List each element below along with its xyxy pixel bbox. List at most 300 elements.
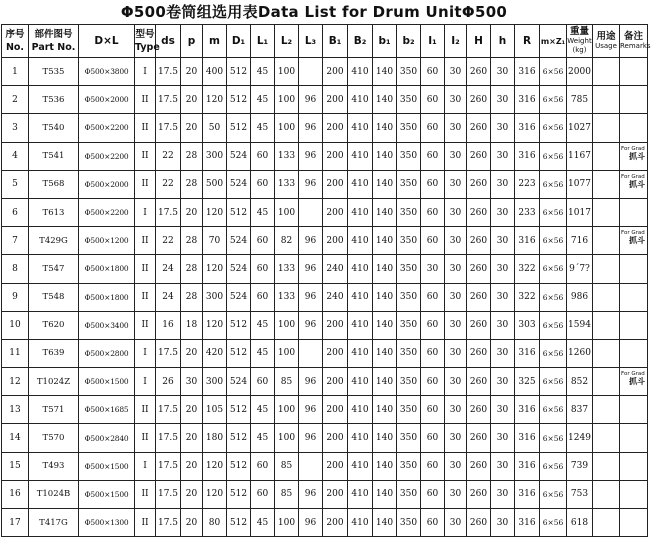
cell-l3: 96	[299, 227, 323, 255]
cell-weight: 1167	[567, 142, 593, 170]
cell-i1: 60	[421, 452, 445, 480]
cell-b1: 140	[373, 368, 397, 396]
cell-l2: 85	[275, 368, 299, 396]
cell-i1: 60	[421, 114, 445, 142]
cell-i1: 60	[421, 311, 445, 339]
cell-l3	[299, 198, 323, 226]
cell-b1: 140	[373, 198, 397, 226]
cell-type: II	[135, 509, 156, 537]
cell-p: 20	[181, 198, 203, 226]
table-row	[2, 170, 648, 198]
cell-b2: 350	[397, 424, 421, 452]
cell-l1: 60	[251, 480, 275, 508]
cell-d1: 512	[227, 396, 251, 424]
cell-usage	[593, 86, 620, 114]
cell-d1: 512	[227, 339, 251, 367]
cell-part-no: T1024B	[29, 480, 79, 508]
cell-no: 7	[2, 227, 29, 255]
cell-l2: 100	[275, 86, 299, 114]
remark-cn: 抓斗	[629, 377, 645, 387]
cell-l2: 100	[275, 58, 299, 86]
cell-part-no: T540	[29, 114, 79, 142]
header-part-no: 部件图号 Part No.	[29, 25, 79, 58]
table-header-row	[2, 25, 648, 58]
cell-i2: 30	[445, 368, 467, 396]
cell-i2: 30	[445, 198, 467, 226]
cell-h: 30	[491, 396, 515, 424]
cell-l1: 60	[251, 452, 275, 480]
cell-i1: 60	[421, 509, 445, 537]
cell-b1-cap: 200	[323, 396, 348, 424]
cell-m: 120	[203, 255, 227, 283]
cell-l1: 45	[251, 198, 275, 226]
cell-l2: 133	[275, 283, 299, 311]
cell-b1-cap: 200	[323, 170, 348, 198]
cell-weight: 1027	[567, 114, 593, 142]
cell-dxl: Φ500×1500	[79, 368, 135, 396]
cell-type: I	[135, 368, 156, 396]
cell-l1: 60	[251, 170, 275, 198]
cell-h-cap: 260	[467, 58, 491, 86]
remark-cn: 抓斗	[629, 236, 645, 246]
cell-b2-cap: 410	[348, 368, 373, 396]
cell-b1-cap: 200	[323, 339, 348, 367]
cell-type: II	[135, 170, 156, 198]
cell-d1: 524	[227, 227, 251, 255]
cell-type: II	[135, 283, 156, 311]
header-l1: L₁	[251, 25, 275, 58]
cell-i2: 30	[445, 339, 467, 367]
cell-ds: 17.5	[156, 452, 181, 480]
cell-b2-cap: 410	[348, 509, 373, 537]
cell-b2-cap: 410	[348, 255, 373, 283]
header-remarks: 备注 Remarks	[620, 25, 648, 58]
cell-d1: 512	[227, 311, 251, 339]
table-row	[2, 452, 648, 480]
cell-b1-cap: 200	[323, 142, 348, 170]
cell-usage	[593, 114, 620, 142]
cell-b1: 140	[373, 142, 397, 170]
cell-remarks	[620, 170, 648, 198]
cell-dxl: Φ500×1800	[79, 283, 135, 311]
cell-b1-cap: 200	[323, 58, 348, 86]
cell-type: II	[135, 86, 156, 114]
cell-ds: 17.5	[156, 339, 181, 367]
cell-d1: 524	[227, 283, 251, 311]
cell-b2: 350	[397, 311, 421, 339]
cell-mz: 6×56	[540, 509, 567, 537]
cell-m: 300	[203, 368, 227, 396]
cell-r: 316	[515, 509, 540, 537]
header-l2: L₂	[275, 25, 299, 58]
cell-remarks	[620, 339, 648, 367]
cell-usage	[593, 509, 620, 537]
cell-ds: 22	[156, 142, 181, 170]
cell-d1: 524	[227, 255, 251, 283]
cell-d1: 512	[227, 424, 251, 452]
cell-r: 316	[515, 227, 540, 255]
cell-remarks	[620, 311, 648, 339]
cell-dxl: Φ500×1800	[79, 255, 135, 283]
cell-weight: 1077	[567, 170, 593, 198]
cell-remarks	[620, 227, 648, 255]
cell-part-no: T417G	[29, 509, 79, 537]
cell-no: 14	[2, 424, 29, 452]
cell-p: 28	[181, 142, 203, 170]
cell-ds: 24	[156, 255, 181, 283]
cell-type: II	[135, 480, 156, 508]
table-row	[2, 142, 648, 170]
cell-b1: 140	[373, 86, 397, 114]
cell-m: 120	[203, 198, 227, 226]
cell-ds: 17.5	[156, 424, 181, 452]
table-row	[2, 227, 648, 255]
cell-p: 20	[181, 339, 203, 367]
cell-l3: 96	[299, 170, 323, 198]
cell-dxl: Φ500×1300	[79, 509, 135, 537]
cell-h-cap: 260	[467, 255, 491, 283]
cell-ds: 17.5	[156, 114, 181, 142]
cell-b1-cap: 200	[323, 424, 348, 452]
cell-l2: 133	[275, 142, 299, 170]
cell-h: 30	[491, 227, 515, 255]
cell-i1: 60	[421, 227, 445, 255]
cell-dxl: Φ500×2000	[79, 170, 135, 198]
cell-no: 1	[2, 58, 29, 86]
header-b1: b₁	[373, 25, 397, 58]
cell-b1-cap: 200	[323, 368, 348, 396]
cell-b2: 350	[397, 396, 421, 424]
cell-b1: 140	[373, 170, 397, 198]
cell-h-cap: 260	[467, 198, 491, 226]
cell-usage	[593, 142, 620, 170]
cell-ds: 17.5	[156, 480, 181, 508]
cell-type: I	[135, 452, 156, 480]
cell-h-cap: 260	[467, 339, 491, 367]
cell-weight: 1249	[567, 424, 593, 452]
cell-weight: 618	[567, 509, 593, 537]
cell-d1: 512	[227, 86, 251, 114]
cell-h: 30	[491, 86, 515, 114]
cell-no: 6	[2, 198, 29, 226]
cell-b2: 350	[397, 170, 421, 198]
cell-d1: 524	[227, 170, 251, 198]
cell-type: II	[135, 396, 156, 424]
cell-d1: 512	[227, 198, 251, 226]
cell-mz: 6×56	[540, 58, 567, 86]
cell-usage	[593, 396, 620, 424]
cell-b1-cap: 200	[323, 452, 348, 480]
cell-r: 316	[515, 396, 540, 424]
cell-weight: 785	[567, 86, 593, 114]
cell-h: 30	[491, 452, 515, 480]
header-r: R	[515, 25, 540, 58]
cell-part-no: T536	[29, 86, 79, 114]
cell-h-cap: 260	[467, 283, 491, 311]
header-usage: 用途 Usage	[593, 25, 620, 58]
cell-l1: 45	[251, 58, 275, 86]
cell-p: 20	[181, 114, 203, 142]
cell-p: 28	[181, 170, 203, 198]
cell-type: I	[135, 339, 156, 367]
cell-b1: 140	[373, 480, 397, 508]
cell-h-cap: 260	[467, 227, 491, 255]
cell-b2: 350	[397, 509, 421, 537]
cell-ds: 22	[156, 170, 181, 198]
cell-remarks	[620, 198, 648, 226]
remark-cn: 抓斗	[629, 179, 645, 189]
table-row	[2, 339, 648, 367]
cell-no: 3	[2, 114, 29, 142]
cell-remarks	[620, 368, 648, 396]
cell-weight: 1594	[567, 311, 593, 339]
cell-d1: 512	[227, 480, 251, 508]
cell-h-cap: 260	[467, 480, 491, 508]
cell-i2: 30	[445, 114, 467, 142]
cell-b2: 350	[397, 283, 421, 311]
cell-p: 20	[181, 452, 203, 480]
cell-m: 300	[203, 142, 227, 170]
remark-en: For Grad	[621, 371, 645, 378]
cell-dxl: Φ500×2800	[79, 339, 135, 367]
cell-i2: 30	[445, 509, 467, 537]
cell-h: 30	[491, 368, 515, 396]
table-row	[2, 283, 648, 311]
cell-remarks	[620, 480, 648, 508]
table-row	[2, 396, 648, 424]
cell-h-cap: 260	[467, 368, 491, 396]
cell-no: 2	[2, 86, 29, 114]
cell-part-no: T613	[29, 198, 79, 226]
cell-remarks	[620, 283, 648, 311]
cell-b2: 350	[397, 452, 421, 480]
cell-d1: 524	[227, 142, 251, 170]
cell-weight: 9΄7?	[567, 255, 593, 283]
cell-m: 300	[203, 283, 227, 311]
cell-b1: 140	[373, 424, 397, 452]
cell-i1: 60	[421, 86, 445, 114]
cell-i2: 30	[445, 170, 467, 198]
cell-no: 15	[2, 452, 29, 480]
cell-i1: 60	[421, 424, 445, 452]
cell-l1: 45	[251, 509, 275, 537]
header-dxl: D×L	[79, 25, 135, 58]
header-weight: 重量 Weight (kg)	[567, 25, 593, 58]
cell-dxl: Φ500×1200	[79, 227, 135, 255]
cell-i1: 60	[421, 142, 445, 170]
cell-h: 30	[491, 58, 515, 86]
cell-m: 120	[203, 452, 227, 480]
cell-r: 316	[515, 452, 540, 480]
cell-d1: 512	[227, 58, 251, 86]
header-b1-cap: B₁	[323, 25, 348, 58]
cell-type: II	[135, 142, 156, 170]
cell-type: II	[135, 424, 156, 452]
cell-ds: 22	[156, 227, 181, 255]
cell-b1-cap: 200	[323, 198, 348, 226]
table-row	[2, 114, 648, 142]
cell-i1: 60	[421, 339, 445, 367]
cell-part-no: T429G	[29, 227, 79, 255]
cell-part-no: T548	[29, 283, 79, 311]
cell-m: 500	[203, 170, 227, 198]
cell-b2-cap: 410	[348, 339, 373, 367]
cell-r: 223	[515, 170, 540, 198]
cell-b2-cap: 410	[348, 311, 373, 339]
cell-r: 325	[515, 368, 540, 396]
cell-l1: 45	[251, 311, 275, 339]
header-h-cap: H	[467, 25, 491, 58]
cell-h-cap: 260	[467, 396, 491, 424]
cell-part-no: T1024Z	[29, 368, 79, 396]
cell-weight: 2000	[567, 58, 593, 86]
cell-part-no: T620	[29, 311, 79, 339]
cell-b2-cap: 410	[348, 170, 373, 198]
cell-r: 322	[515, 283, 540, 311]
cell-usage	[593, 255, 620, 283]
cell-p: 18	[181, 311, 203, 339]
cell-b2-cap: 410	[348, 480, 373, 508]
cell-b2-cap: 410	[348, 283, 373, 311]
cell-m: 105	[203, 396, 227, 424]
cell-remarks	[620, 58, 648, 86]
cell-b1-cap: 240	[323, 283, 348, 311]
cell-l1: 60	[251, 227, 275, 255]
cell-l1: 45	[251, 339, 275, 367]
cell-mz: 6×56	[540, 198, 567, 226]
cell-b1-cap: 200	[323, 509, 348, 537]
cell-l1: 60	[251, 142, 275, 170]
cell-h: 30	[491, 339, 515, 367]
cell-ds: 17.5	[156, 198, 181, 226]
cell-no: 8	[2, 255, 29, 283]
cell-b1-cap: 200	[323, 311, 348, 339]
cell-remarks	[620, 424, 648, 452]
remark-cn: 抓斗	[629, 151, 645, 161]
cell-p: 20	[181, 509, 203, 537]
cell-dxl: Φ500×3400	[79, 311, 135, 339]
cell-b2-cap: 410	[348, 424, 373, 452]
cell-l3: 96	[299, 424, 323, 452]
cell-usage	[593, 311, 620, 339]
cell-d1: 512	[227, 452, 251, 480]
cell-ds: 17.5	[156, 396, 181, 424]
cell-l3: 96	[299, 368, 323, 396]
cell-b2: 350	[397, 368, 421, 396]
cell-i1: 60	[421, 170, 445, 198]
table-row	[2, 311, 648, 339]
cell-dxl: Φ500×1500	[79, 452, 135, 480]
cell-no: 10	[2, 311, 29, 339]
cell-h-cap: 260	[467, 114, 491, 142]
cell-r: 316	[515, 339, 540, 367]
cell-h-cap: 260	[467, 424, 491, 452]
cell-l2: 100	[275, 339, 299, 367]
cell-remarks	[620, 452, 648, 480]
cell-l2: 85	[275, 452, 299, 480]
header-l3: L₃	[299, 25, 323, 58]
cell-mz: 6×56	[540, 339, 567, 367]
cell-weight: 753	[567, 480, 593, 508]
cell-b1-cap: 200	[323, 227, 348, 255]
cell-usage	[593, 480, 620, 508]
cell-usage	[593, 339, 620, 367]
cell-remarks	[620, 396, 648, 424]
cell-b2-cap: 410	[348, 396, 373, 424]
cell-d1: 512	[227, 509, 251, 537]
header-no: 序号 No.	[2, 25, 29, 58]
cell-usage	[593, 424, 620, 452]
cell-l3: 96	[299, 86, 323, 114]
header-b2: b₂	[397, 25, 421, 58]
cell-b1-cap: 200	[323, 480, 348, 508]
cell-mz: 6×56	[540, 480, 567, 508]
cell-h: 30	[491, 114, 515, 142]
cell-b2-cap: 410	[348, 452, 373, 480]
cell-i1: 60	[421, 198, 445, 226]
cell-h: 30	[491, 480, 515, 508]
cell-h: 30	[491, 311, 515, 339]
cell-l1: 45	[251, 396, 275, 424]
cell-ds: 26	[156, 368, 181, 396]
cell-ds: 17.5	[156, 509, 181, 537]
cell-mz: 6×56	[540, 396, 567, 424]
cell-b2-cap: 410	[348, 114, 373, 142]
cell-b2: 350	[397, 86, 421, 114]
cell-l1: 60	[251, 368, 275, 396]
cell-l3: 96	[299, 396, 323, 424]
cell-b2: 350	[397, 480, 421, 508]
page-title: Φ500卷筒组选用表Data List for Drum UnitΦ500	[120, 3, 508, 21]
cell-b1-cap: 200	[323, 86, 348, 114]
cell-i1: 60	[421, 480, 445, 508]
cell-m: 420	[203, 339, 227, 367]
cell-p: 20	[181, 424, 203, 452]
cell-i1: 30	[421, 255, 445, 283]
header-i2: I₂	[445, 25, 467, 58]
table-row	[2, 509, 648, 537]
cell-p: 20	[181, 480, 203, 508]
table-row	[2, 58, 648, 86]
cell-no: 16	[2, 480, 29, 508]
cell-l1: 45	[251, 424, 275, 452]
cell-p: 20	[181, 86, 203, 114]
cell-mz: 6×56	[540, 170, 567, 198]
cell-r: 316	[515, 424, 540, 452]
cell-r: 322	[515, 255, 540, 283]
remark-en: For Grad	[621, 230, 645, 237]
cell-remarks	[620, 142, 648, 170]
cell-weight: 852	[567, 368, 593, 396]
cell-dxl: Φ500×2000	[79, 86, 135, 114]
cell-i2: 30	[445, 142, 467, 170]
cell-l2: 133	[275, 255, 299, 283]
cell-r: 316	[515, 58, 540, 86]
cell-b2-cap: 410	[348, 198, 373, 226]
cell-i2: 30	[445, 227, 467, 255]
cell-b2-cap: 410	[348, 86, 373, 114]
cell-l2: 100	[275, 424, 299, 452]
cell-i2: 30	[445, 58, 467, 86]
remark-en: For Grad	[621, 173, 645, 180]
remark-en: For Grad	[621, 145, 645, 152]
cell-m: 120	[203, 86, 227, 114]
cell-weight: 1017	[567, 198, 593, 226]
cell-part-no: T541	[29, 142, 79, 170]
cell-h-cap: 260	[467, 509, 491, 537]
cell-h: 30	[491, 509, 515, 537]
cell-mz: 6×56	[540, 255, 567, 283]
